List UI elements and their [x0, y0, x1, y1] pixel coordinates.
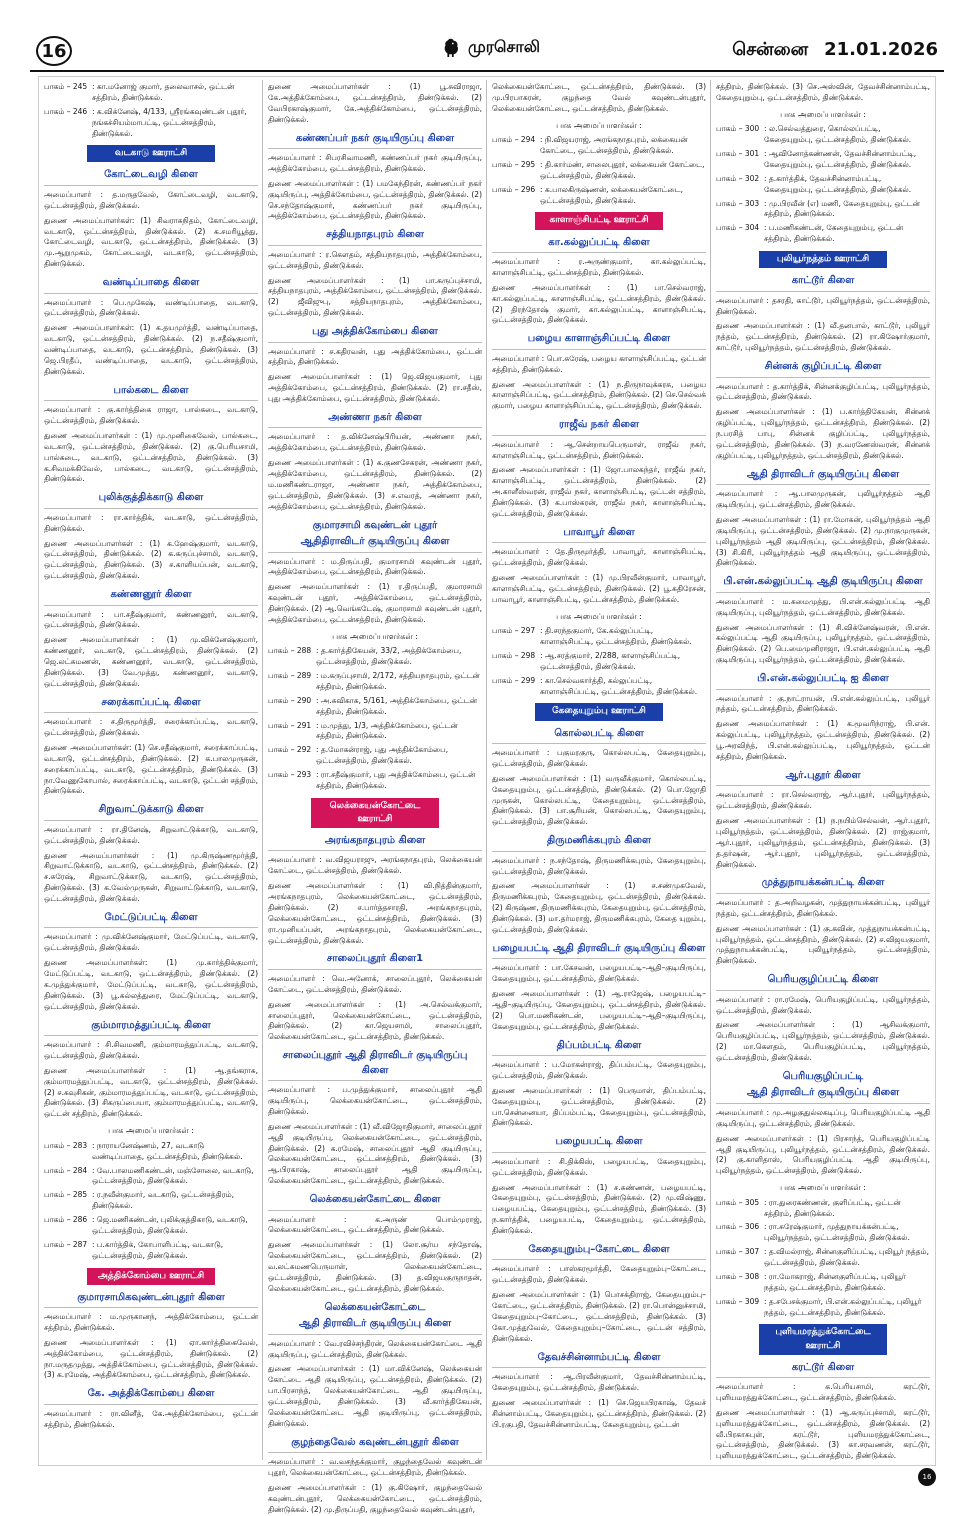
booth-number: பாகம் – 289: [268, 671, 312, 681]
booth-row: [716, 124, 930, 146]
branch-heading: திருமணிக்கபுரம் கிளை: [492, 834, 706, 852]
booth-agent: : ப.கார்த்திக், கோபாளிபட்டி, வடகாடு, ஒட்டன்சத்திரம், திண்டுக்கல்.: [92, 1239, 224, 1260]
footer-page-number: 16: [918, 1468, 936, 1486]
issue-date: 21.01.2026: [824, 39, 938, 60]
organizer-text: அமைப்பாளர் : வ.வசந்தக்குமார், குழந்தைவேல் கவுண்டன் புதூர், லெக்கையன்கோட்டை, ஒட்டன்சத்திரம், திண்டுக்கல்.: [268, 1457, 482, 1478]
booth-row: [716, 223, 930, 245]
branch-heading: கொல்லபட்டி கிளை: [492, 727, 706, 745]
branch-heading: லெக்கையன்கோட்டை: [324, 1301, 426, 1313]
deputy-organizers-text: துணை அமைப்பாளர்கள் : (1) ச.சண்முகவேல், திருமணிக்கபுரம், கேதையுறும்பு, ஒட்டன்சத்திரம், திண்டுக்கல். (2) கிருஷ்ண, திருமணிக்கபுரம், கேதையுறும்பு, ஒட்டன்சத்திரம், திண்டுக்கல். (3) மா.தர்மராஜ், திருமணிக்கபுரம், கேதை யுறும்பு, ஒட்டன்சத்திரம், திண்டுக்கல்.: [492, 881, 706, 934]
organizer-text: அமைப்பாளர் : ம.சுமைமுத்து, பி.என்.கல்லுப்பட்டி ஆதி குடியிருப்பு, புலியூர்நத்தம், ஒட்டன்சத்திரம், திண்டுக்கல்.: [716, 596, 930, 617]
organizer-text: அமைப்பாளர் : சி.திக்கிஸ், பழையபட்டி, கேதையுறும்பு, ஒட்டன்சத்திரம், திண்டுக்கல்.: [492, 1156, 706, 1177]
booth-number: பாகம் – 290: [268, 695, 312, 705]
column-divider: [486, 80, 487, 1460]
panchayat-banner: அத்திக்கோம்பை ஊராட்சி: [87, 1268, 215, 1285]
deputy-organizers-text: துணை அமைப்பாளர்கள் : (1) கு.கவின், முத்துநாயக்கன்பட்டி, புலியூர்நத்தம், ஒட்டன்சத்திரம், திண்டுக்கல். (2) ச.விஜயகுமார், முத்துநாயக்கன்பட்டி, புலியூர்நத்தம், ஒட்டன்சத்திரம், திண்டுக்கல்.: [716, 923, 930, 966]
branch-heading: கே. அத்திக்கோம்பை கிளை: [44, 1387, 258, 1405]
deputy-organizers-text: துணை அமைப்பாளர்கள்: (1) க.தயமுர்த்தி, வண்டிப்பாதை, வடகாடு, ஒட்டன்சத்திரம், திண்டுக்கல். (2) ந.சதீஷ்குமார், வண்டிப்பாதை, வடகாடு, ஒட்டன்சத்திரம், திண்டுக்கல். (3) ஜெ.பிரதீப், வண்டிப்பாதை, வடகாடு, ஒட்டன்சத்திரம், திண்டுக்கல்.: [44, 323, 258, 376]
booth-number: பாகம் – 293: [268, 770, 312, 780]
booth-row: [492, 185, 706, 207]
deputy-organizers-text: துணை அமைப்பாளர்கள் : (1) மு.விக்னேஷ்குமார், கண்ணனூர், வடகாடு, ஒட்டன்சத்திரம், திண்டுக்கல். (2) ஜெ.லட்சுமணன், கண்ணனூர், வடகாடு, ஒட்டன்சத்திரம், திண்டுக்கல். (3) வே.முத்து, கண்ணனூர், வடகாடு, ஒட்டன்சத்திரம், திண்டுக்கல்.: [44, 635, 258, 688]
booth-row: [492, 676, 706, 698]
deputy-organizers-text: துணை அமைப்பாளர்கள் : (1) வி.நித்தின்குமார், அரங்கநாதபுரம், லெக்கையன்கோட்டை, ஒட்டன்சத்திரம், திண்டுக்கல். (2) ச.பார்த்தசாரதி, அரங்கநாதபுரம், லெக்கையன்கோட்டை, ஒட்டன்சத்திரம், திண்டுக்கல். (3) ரா.முனியப்பன், அரங்கநாதபுரம், லெக்கையன்கோட்டை, ஒட்டன்சத்திரம், திண்டுக்கல்.: [268, 881, 482, 945]
booth-row: [44, 82, 258, 104]
booth-agent: : கா.செல்வகார்த்தி, கல்லுப்பட்டி, காளாஞ்சிப்பட்டி, ஒட்டன்சத்திரம், திண்டுக்கல்.: [540, 675, 698, 696]
deputy-organizers-text: துணை அமைப்பாளர்கள் : (1) மு.முனிகைவேல், பால்கடை, வடகாடு, ஒட்டன்சத்திரம், திண்டுக்கல். (2) கு.பெரியசாமி, பால்கடை, வடகாடு, ஒட்டன்சத்திரம், திண்டுக்கல். (3) க.சிவமக்கிவேல், பால்கடை, வடகாடு, ஒட்டன்சத்திரம், திண்டுக்கல்.: [44, 430, 258, 484]
booth-agents-heading: பாக அமைப்பாளர்கள் :: [556, 611, 642, 621]
booth-number: பாகம் – 299: [492, 675, 536, 685]
booth-row: [716, 1247, 930, 1269]
deputy-organizers-text: துணை அமைப்பாளர்கள் : (1) ஆ.தங்கராசு, கும்மாரமத்துப்பட்டி, வடகாடு, ஒட்டன்சத்திரம், திண்டுக்கல். (2) ச.கவுசிகன், கும்மாரமத்துப்பட்டி, வடகாடு, ஒட்டன்சத்திரம், திண்டுக்கல். (3) சிகருப்பையா, கும்மாரமத்துப்பட்டி, வடகாடு, ஒட்டன் சத்திரம், திண்டுக்கல்.: [44, 1065, 258, 1119]
deputy-organizers-text: துணை அமைப்பாளர்கள் : (1) ஜெ.விஜயகுமார், புது அத்திக்கோம்பை, ஒட்டன்சத்திரம், திண்டுக்கல். (2) ரா.சதீஸ், புது அத்திக்கோம்பை, ஒட்டன்சத்திரம், திண்டுக்கல்.: [268, 372, 482, 403]
deputy-organizers-text: துணை அமைப்பாளர்கள் : (1) பூ.சுவிராஜா, கே.அத்திக்கோம்பை, ஒட்டன்சத்திரம், திண்டுக்கல். (2) வேபிரகாஷ்குமார், கே.அத்திக்கோம்பை, ஒட்டன்சத்திரம், திண்டுக்கல்.: [268, 82, 482, 124]
booth-row: [716, 149, 930, 171]
branch-heading: ஆதி திராவிடர் குடியிருப்பு கிளை: [268, 1317, 482, 1335]
column-2: [268, 82, 483, 1514]
booth-row: [44, 1166, 258, 1188]
deputy-organizers-text: துணை அமைப்பாளர்கள் : (1) ஆ.ராஜேஷ், பழையபட்டி–ஆதி–குடியிருப்பு, கேதையுறும்பு, ஒட்டன்சத்திரம், திண்டுக்கல். (2) பொ.மணிகண்டன், பழையபட்டி–ஆதி–குடியிருப்பு, கேதையுறும்பு, ஒட்டன்சத்திரம், திண்டுக்கல்.: [492, 989, 706, 1031]
organizer-text: அமைப்பாளர் : கு.கார்த்திகை ராஜா, பால்கடை, வடகாடு, ஒட்டன்சத்திரம், திண்டுக்கல்.: [44, 405, 258, 426]
deputy-organizers-text: துணை அமைப்பாளர்கள் : (1) ஜோ.பாலகந்தர், ராஜீவ் நகர், காளாஞ்சிபட்டி, ஒட்டன்சத்திரம், திண்டுக்கல். (2) அ.காளீஸ்வரன், ராஜீவ் நகர், காளாஞ்சிபட்டி, ஒட்டன் சத்திரம், திண்டுக்கல். (3) க.பாஸ்கரன், ராஜீவ் நகர், காளாஞ்சிபட்டி, ஒட்டன்சத்திரம், திண்டுக்கல்.: [492, 465, 706, 518]
booth-row: [268, 745, 482, 767]
booth-agents-heading: பாக அமைப்பாளர்கள் :: [332, 631, 418, 641]
deputy-organizers-text: துணை அமைப்பாளர்கள் : (1) ஆ.கருப்புச்சாமி, கரட்டூர், புளியமரத்துக்கோட்டை, ஒட்டன்சத்திரம், திண்டுக்கல். (2) வீ.பிரகாசுபுள், கரட்டூர், புளியமரத்துக்கோட்டை, ஒட்டன்சத்திரம், திண்டுக்கல். (3) கா.சரவணன், கரட்டூர், புளியமரத்துக்கோட்டை, ஒட்டன்சத்திரம், திண்டுக்கல்.: [716, 1407, 930, 1461]
booth-row: [716, 1222, 930, 1244]
booth-agent: : ம.முத்து, 1/3, அத்திக்கோம்பை, ஒட்டன் சத்திரம், திண்டுக்கல்.: [316, 720, 458, 741]
branch-heading: காட்டூர் கிளை: [716, 274, 930, 292]
booth-number: பாகம் – 294: [492, 135, 536, 145]
booth-agent: : ரா.துரைகண்ணன், குளிப்பட்டி, ஒட்டன் சத்திரம், திண்டுக்கல்.: [764, 1197, 901, 1218]
booth-number: பாகம் – 286: [44, 1215, 88, 1225]
organizer-text: அமைப்பாளர் : ம.முருகானந், அத்திக்கோம்பை, ஒட்டன் சத்திரம், திண்டுக்கல்.: [44, 1312, 258, 1332]
organizer-text: அமைப்பாளர் : பெ.முகேஷ், வண்டிப்பாதை, வடகாடு, ஒட்டன்சத்திரம், திண்டுக்கல்.: [44, 297, 258, 318]
branch-heading: சிறுவாட்டுக்காடு கிளை: [44, 803, 258, 821]
booth-row: [44, 1240, 258, 1262]
booth-agent: : தி.கார்மண், சாலைபுதூர், லக்கையன் கோட்டை, ஒட்டன்சத்திரம், திண்டுக்கல்.: [540, 159, 705, 180]
organizer-text: அமைப்பாளர் : பா.கேசவன், பழையபட்டி–ஆதி–குடியிருப்பு, கேதையுறும்பு, ஒட்டன்சத்திரம், திண்டுக்கல்.: [492, 963, 706, 984]
column-3: [492, 82, 706, 1460]
booth-number: பாகம் – 284: [44, 1165, 88, 1175]
branch-heading: கண்ணனூர் கிளை: [44, 588, 258, 606]
organizer-text: அமைப்பாளர் : பா.சதீஷ்குமார், கண்ணனூர், வடகாடு, ஒட்டன்சத்திரம், திண்டுக்கல்.: [44, 609, 258, 630]
branch-heading: சின்னக் குழிப்பட்டி கிளை: [716, 360, 930, 378]
branch-heading: தேவச்சின்னாம்பட்டி கிளை: [492, 1351, 706, 1369]
branch-heading: குமாரசாமிகவுண்டன்புதூர் கிளை: [44, 1291, 258, 1309]
booth-agent: : க.பாலகிருஷ்ணன், லக்கையன்கோட்டை, ஒட்டன்சத்திரம், திண்டுக்கல்.: [540, 184, 683, 205]
branch-heading: சரைக்காப்பட்டி கிளை: [44, 696, 258, 714]
booth-agent: : நாராயனேஷ்ணம், 27, வடகாடு வண்டிப்பாதை, ஒட்டன்சத்திரம், திண்டுக்கல்.: [92, 1140, 243, 1161]
organizer-text: அமைப்பாளர் : ச.திருமூர்த்தி, சரைக்காப்பட்டி, வடகாடு, ஒட்டன்சத்திரம், திண்டுக்கல்.: [44, 717, 258, 738]
booth-number: பாகம் – 292: [268, 745, 312, 755]
booth-row: [44, 1141, 258, 1163]
booth-agent: : ஜெ.மணிகண்டன், புலிக்குத்திகாடு, வடகாடு, ஒட்டன்சத்திரம், திண்டுக்கல்.: [92, 1215, 248, 1235]
booth-row: [44, 107, 258, 140]
branch-heading: பெரியகுழிப்பட்டி: [782, 1070, 864, 1082]
rooster-logo-icon: [442, 38, 460, 58]
organizer-text: அமைப்பாளர் : ச.கதிரவன், புது அத்திக்கோம்பை, ஒட்டன் சத்திரம், திண்டுக்கல்.: [268, 346, 482, 367]
booth-number: பாகம் – 287: [44, 1239, 88, 1249]
deputy-organizers-text: லெக்கையன்கோட்டை, ஒட்டன்சத்திரம், திண்டுக்கல். (3) மு.பிரபாகரன், குழந்தை வேல் கவுண்டன்புதூர், லெக்கையன்கோட்டை, ஒட்டன்சத்திரம், திண்டுக்கல்.: [492, 82, 706, 113]
branch-heading: அண்ணா நகர் கிளை: [268, 411, 482, 429]
booth-agents-heading: பாக அமைப்பாளர்கள் :: [780, 109, 866, 119]
booth-number: பாகம் – 285: [44, 1190, 88, 1200]
branch-heading: லெக்கையன்கோட்டை கிளை: [268, 1193, 482, 1211]
deputy-organizers-text: துணை அமைப்பாளர்கள்: (1) செ.சதீஷ்குமார், சரைக்காப்பட்டி, வடகாடு, ஒட்டன்சத்திரம், திண்டுக்கல். (2) க.பாலமுருகன், சரைக்காப்பட்டி, வடகாடு, ஒட்டன்சத்திரம், திண்டுக்கல். (3) நா.வேணுகோபால், சரைக்காப்பட்டி, வடகாடு, ஒட்டன் சத்திரம், திண்டுக்கல்.: [44, 742, 258, 796]
booth-agent: : நி.விஜயராஜ், அரங்கநாதபுரம், லக்கையன் கோட்டை, ஒட்டன்சத்திரம், திண்டுக்கல்.: [540, 135, 688, 156]
booth-row: [268, 721, 482, 743]
booth-agent: : த.மோகன்ராஜ், புது அத்திக்கோம்பை, ஒட்டன்சத்திரம், திண்டுக்கல்.: [316, 745, 449, 766]
deputy-organizers-text: துணை அமைப்பாளர்கள் : (1) ஏா.கார்த்திகைவேல், அத்திக்கோம்பை, ஒட்டன்சத்திரம், திண்டுக்கல். (2) நா.மருதமுத்து, அத்திக்கோம்பை, ஒட்டன்சத்திரம், திண்டுக்கல். (3) க.ரமேஷ், அத்திக்கோம்பை, ஒட்டன்சத்திரம், திண்டுக்கல்.: [44, 1337, 258, 1380]
column-1: [44, 82, 258, 1460]
masthead: [442, 37, 540, 58]
booth-agent: : த.விமல்ராஜ், சின்னகுளிப்பட்டி, புலியூர் நத்தம், ஒட்டன்சத்திரம், திண்டுக்கல்.: [764, 1247, 929, 1268]
organizer-text: அமைப்பாளர் : ப.முத்துக்குமார், சாலைப்புதூர் ஆதி குடியிருப்பு, லெக்கையன்கோட்டை, ஒட்டன்சத்திரம், திண்டுக்கல்.: [268, 1085, 482, 1116]
deputy-organizers-text: துணை அமைப்பாளர்கள் : (1) ச.சுண்ணன், பழையபட்டி, கேதையுறும்பு, ஒட்டன்சத்திரம், திண்டுக்கல். (2) மு.விஷ்ணு, பழையபட்டி, கேதையுறும்பு, ஒட்டன்சத்திரம், திண்டுக்கல். (3) ந.கார்த்திக், பழையபட்டி, கேதையுறும்பு, ஒட்டன்சத்திரம், திண்டுக்கல்.: [492, 1182, 706, 1236]
organizer-text: அமைப்பாளர் : ரா.செல்வராஜ், ஆர்.புதூர், புலியூர்நத்தம், ஒட்டன்சத்திரம், திண்டுக்கல்.: [716, 790, 930, 811]
page-header: [30, 34, 942, 68]
booth-agent: : வே.பாலமணிகண்டன், மஞ்சோலை, வடகாடு, ஒட்டன்சத்திரம், திண்டுக்கல்.: [92, 1165, 254, 1186]
branch-heading: சாலைப்புதூர் ஆதி திராவிடர் குடியிருப்பு கிளை: [268, 1049, 482, 1081]
organizer-text: அமைப்பாளர் : ம.திருப்பதி, குமாரசாமி கவுண்டன் புதூர், அத்திக்கோம்பை, ஒட்டன்சத்திரம், திண்டுக்கல்.: [268, 556, 482, 577]
booth-row: [492, 651, 706, 673]
booth-number: பாகம் – 309: [716, 1296, 760, 1306]
organizer-text: அமைப்பாளர் : ரா.தினேஷ், சிறுவாட்டுக்காடு, வடகாடு, ஒட்டன்சத்திரம், திண்டுக்கல்.: [44, 824, 258, 845]
booth-agents-heading: பாக அமைப்பாளர்கள் :: [780, 1183, 866, 1193]
deputy-organizers-text: துணை அமைப்பாளர்கள் : (1) மு.கிருஷ்ணமூர்த்தி, சிறுவாட்டுக்காடு, வடகாடு, ஒட்டன்சத்திரம், திண்டுக்கல். (2) ச.சுரேஷ், சிறுவாட்டுக்காடு, வடகாடு, ஒட்டன்சத்திரம், திண்டுக்கல். (3) க.வேல்முருகன், சிறுவாட்டுக்காடு, வடகாடு, ஒட்டன்சத்திரம், திண்டுக்கல்.: [44, 850, 258, 904]
organizer-text: அமைப்பாளர் : ரா.கார்த்திக், வடகாடு, ஒட்டன்சத்திரம், திண்டுக்கல்.: [44, 512, 258, 533]
booth-number: பாகம் – 291: [268, 720, 312, 730]
deputy-organizers-text: துணை அமைப்பாளர்கள் : (1) க.ஹேஷ்குமார், வடகாடு, ஒட்டன்சத்திரம், திண்டுக்கல். (2) க.கருப்புச்சாமி, வடகாடு, ஒட்டன்சத்திரம், திண்டுக்கல். (3) ச.காளியப்பன், வடகாடு, ஒட்டன்சத்திரம், திண்டுக்கல்.: [44, 538, 258, 581]
branch-heading: பெரியகுழிப்பட்டி கிளை: [716, 973, 930, 991]
branch-heading: புலிக்குத்திக்காடு கிளை: [44, 491, 258, 509]
branch-heading: ஆதி திராவிடர் குடியிருப்பு கிளை: [716, 468, 930, 486]
deputy-organizers-text: துணை அமைப்பாளர்கள் : (1) சி.விக்னேஷ்வரன், பி.என். கல்லுப்பட்டி ஆதி குடியிருப்பு, புலியூர்நத்தம், ஒட்டன்சத்திரம், திண்டுக்கல். (2) பெ.மைமுனிராஜா, பி.என்.கல்லுப்பட்டி ஆதி குடியிருப்பு, புலியூர்நத்தம், ஒட்டன்சத்திரம், திண்டுக்கல்.: [716, 622, 930, 665]
organizer-text: அமைப்பாளர் : ந.சந்தோஷ், திருமணிக்கபுரம், கேதையுறும்பு, ஒட்டன்சத்திரம், திண்டுக்கல்.: [492, 855, 706, 876]
branch-heading: முத்துநாயக்கன்பட்டி கிளை: [716, 876, 930, 894]
branch-heading: பி.என்.கல்லுப்பட்டி ஆதி குடியிருப்பு கிளை: [716, 575, 930, 593]
masthead-title: முரசொலி: [468, 37, 540, 56]
branch-heading: சாலைப்புதூர் கிளை1: [268, 952, 482, 970]
branch-heading: ஆதிதிராவிடர் குடியிருப்பு கிளை: [268, 535, 482, 553]
branch-heading: குழந்தைவேல் கவுண்டன்புதூர் கிளை: [268, 1436, 482, 1454]
booth-row: [44, 1215, 258, 1237]
deputy-organizers-text: துணை அமைப்பாளர்கள் : (1) பா.செல்வராஜ், கா.கல்லுப்பட்டி, காளாஞ்சிபட்டி, ஒட்டன்சத்திரம், திண்டுக்கல். (2) திரந்தோஷ் குமார், கா.கல்லுப்பட்டி, காளாஞ்சிபட்டி, ஒட்டன்சத்திரம், திண்டுக்கல்.: [492, 282, 706, 325]
booth-agent: : ர.நவீன்குமார், வடகாடு, ஒட்டன்சத்திரம், திண்டுக்கல்.: [92, 1190, 234, 1211]
deputy-organizers-text: துணை அமைப்பாளர்கள் : (1) பா.கருப்புச்சாமி, சத்தியநாதபுரம், அத்திக்கோம்பை, ஒட்டன்சத்திரம், திண்டுக்கல். (2) ஜீவிஜுபு, சத்தியநாதபுரம், அத்திக்கோம்பை, ஒட்டன்சத்திரம், திண்டுக்கல்.: [268, 275, 482, 318]
branch-heading: புது அத்திக்கோம்பை கிளை: [268, 325, 482, 343]
organizer-text: அமைப்பாளர் : தே.திருமூர்த்தி, பாவாபூர், காளாஞ்சிபட்டி, ஒட்டன்சத்திரம், திண்டுக்கல்.: [492, 547, 706, 568]
deputy-organizers-text: துணை அமைப்பாளர்கள் : (1) வீ.தனபால், காட்டூர், புலியூர் நத்தம், ஒட்டன்சத்திரம், திண்டுக்கல். (2) ரா.கிஷோர்குமார், காட்டூர், புலியூர்நத்தம், ஒட்டன்சத்திரம், திண்டுக்கல்.: [716, 321, 930, 353]
branch-heading: சத்தியநாதபுரம் கிளை: [268, 228, 482, 246]
organizer-text: அமைப்பாளர் : த.மருதவேல், கோட்டைவழி, வடகாடு, ஒட்டன்சத்திரம், திண்டுக்கல்.: [44, 189, 258, 210]
branch-heading: கேதையுறும்பு–கோட்டை கிளை: [492, 1243, 706, 1261]
booth-number: பாகம் – 296: [492, 184, 536, 194]
booth-row: [716, 174, 930, 196]
organizer-text: அமைப்பாளர் : த.கார்த்திக், சின்னக்குழிப்பட்டி, புலியூர்நத்தம், ஒட்டன்சத்திரம், திண்டுக்கல்.: [716, 381, 930, 402]
organizer-text: அமைப்பாளர் : மு.விக்னேஷ்குமார், மேட்டுப்பட்டி, வடகாடு, ஒட்டன்சத்திரம், திண்டுக்கல்.: [44, 932, 258, 953]
organizer-text: அமைப்பாளர் : ர.அருண்குமார், கா.கல்லுப்பட்டி, காளாஞ்சிபட்டி, ஒட்டன்சத்திரம், திண்டுக்கல்.: [492, 257, 706, 277]
organizer-text: அமைப்பாளர் : க.அருண் பொம்முராஜ், லெக்கையன்கோட்டை, ஒட்டன்சத்திரம், திண்டுக்கல்.: [268, 1214, 482, 1235]
organizer-text: அமைப்பாளர் : சி.சிவமணி, கும்மாரமத்துப்பட்டி, வடகாடு, ஒட்டன்சத்திரம், திண்டுக்கல்.: [44, 1040, 258, 1060]
branch-heading: கண்ணப்பர் நகர் குடியிருப்பு கிளை: [268, 132, 482, 150]
organizer-text: அமைப்பாளர் : பாஸ்கரமூர்த்தி, கேதையுறும்பு–கோட்டை, ஒட்டன்சத்திரம், திண்டுக்கல்.: [492, 1264, 706, 1285]
branch-heading: குமாரசாமி கவுண்டன் புதூர்: [312, 519, 438, 531]
organizer-text: அமைப்பாளர் : மு.அழகுதுல்லசுடிப்பு, பெரியகுழிப்பட்டி ஆதி குடியிருப்பு, ஒட்டன்சத்திரம், திண்டுக்கல்.: [716, 1107, 930, 1128]
branch-heading: கா.கல்லுப்பட்டி கிளை: [492, 236, 706, 254]
deputy-organizers-text: துணை அமைப்பாளர்கள் : (1) பிரசாந்த், பெரியகுழிப்பட்டி ஆதி குடியிருப்பு, புலியூர்நத்தம், ஒட்டன்சத்திரம், திண்டுக்கல். (2) கு.காளிதாஸ், பெரியகுழிப்பட்டி ஆதி குடியிருப்பு, புலியூர்நத்தம், ஒட்டன்சத்திரம், திண்டுக்கல்.: [716, 1133, 930, 1176]
deputy-organizers-text: துணை அமைப்பாளர்கள் : (1) ர.திருப்பதி, குமாரசாமி கவுண்டன் புதூர், அத்திக்கோம்பை, ஒட்டன்சத்திரம், திண்டுக்கல். (2) ஆ.வெங்கடேஷ், குமாரசாமி கவுண்டன் புதூர், அத்திக்கோம்பை, ஒட்டன்சத்திரம், திண்டுக்கல்.: [268, 582, 482, 624]
deputy-organizers-text: துணை அமைப்பாளர்கள் : (1) கு.கிஷோர், குழந்தைவேல் கவுண்டன்புதூர், லெக்கையன்கோட்டை, ஒட்டன்சத்திரம், திண்டுக்கல். (2) மு.திருப்பதி, குழந்தைவேல் கவுண்டன்புதூர்,: [268, 1482, 482, 1514]
header-rule: [30, 70, 944, 72]
column-4: [716, 82, 930, 1460]
branch-heading: ஆதி திராவிடர் குடியிருப்பு கிளை: [716, 1086, 930, 1104]
booth-row: [44, 1190, 258, 1212]
booth-agent: : கா.மனோஜ் குமார், தலைவாசல், ஒட்டன் சத்திரம், திண்டுக்கல்.: [92, 82, 235, 102]
deputy-organizers-text: துணை அமைப்பாளர்கள் : (1) லோ.சூர்ய சந்தோஷ், லெக்கையன்கோட்டை, ஒட்டன்சத்திரம், திண்டுக்கல். (2) வ.லட்சுமணபெருமாள், லெக்கையன்கோட்டை, ஒட்டன்சத்திரம், திண்டுக்கல். (3) த.விஜயகுருநாதன், லெக்கையன்கோட்டை, ஒட்டன்சத்திரம், திண்டுக்கல்.: [268, 1240, 482, 1293]
deputy-organizers-text: துணை அமைப்பாளர்கள் : (1) க.குணசேகரன், அண்ணா நகர், அத்திக்கோம்பை, ஒட்டன்சத்திரம், திண்டுக்கல். (2) ம.மணிகண்டராஜா, அண்ணா நகர், அத்திக்கோம்பை, ஒட்டன்சத்திரம், திண்டுக்கல். (3) ச.எவரத், அண்ணா நகர், அத்திக்கோம்பை, ஒட்டன்சத்திரம், திண்டுக்கல்.: [268, 458, 482, 511]
panchayat-banner: வடகாடு ஊராட்சி: [87, 145, 215, 162]
panchayat-banner: லெக்கையன்கோட்டை ஊராட்சி: [311, 798, 439, 828]
booth-agent: : ஆ.சரத்குமார், 2/288, காளாஞ்சிப்பட்டி, ஒட்டன்சத்திரம், திண்டுக்கல்.: [540, 650, 681, 671]
booth-number: பாகம் – 300: [716, 124, 760, 134]
booth-agent: : ரா.மோகராஜ், சின்னகுளிப்பட்டி, புலியூர் நத்தம், ஒட்டன்சத்திரம், திண்டுக்கல்.: [764, 1271, 906, 1292]
organizer-text: அமைப்பாளர் : வே.ரவிச்சந்திரன், லெக்கையன்கோட்டை ஆதி குடியிருப்பு, ஒட்டன்சத்திரம், திண்டுக்கல்.: [268, 1338, 482, 1359]
booth-number: பாகம் – 305: [716, 1197, 760, 1207]
panchayat-banner: புலியூர்நத்தம் ஊராட்சி: [759, 251, 887, 268]
deputy-organizers-text: துணை அமைப்பாளர்கள் : (1) வருவீக்குமார், கொல்லபட்டி, கேதையுறும்பு, ஒட்டன்சத்திரம், திண்டுக்கல். (2) பொ.ஜோதி முருகன், கொல்லபட்டி, கேதையுறும்பு, ஒட்டன்சத்திரம், திண்டுக்கல். (3) பா.சூரியன், கொல்லபட்டி, கேதையுறும்பு, ஒட்டன்சத்திரம், திண்டுக்கல்.: [492, 773, 706, 827]
branch-heading: ராஜீவ் நகர் கிளை: [492, 418, 706, 436]
branch-heading: வண்டிப்பாதை கிளை: [44, 276, 258, 294]
deputy-organizers-text: துணை அமைப்பாளர்கள்: (1) சிவராசுநிதம், கோட்டைவழி, வடகாடு, ஒட்டன்சத்திரம், திண்டுக்கல். (2) க.சமரியூத்து, கோட்டைவழி, வடகாடு, ஒட்டன்சத்திரம், திண்டுக்கல். (3) மு.ஆறுமுகம், கோட்டைவழி, வடகாடு, ஒட்டன்சத்திரம், திண்டுக்கல்.: [44, 215, 258, 269]
booth-row: [716, 1297, 930, 1319]
column-divider: [710, 80, 711, 1460]
organizer-text: அமைப்பாளர் : கு.நாட்ராயன், பி.என்.கல்லுப்பட்டி, புலியூர் நத்தம், ஒட்டன்சத்திரம், திண்டுக்கல்.: [716, 693, 930, 714]
organizer-text: அமைப்பாளர் : ர.கௌதம், சத்தியநாதபுரம், அத்திக்கோம்பை, ஒட்டன்சத்திரம், திண்டுக்கல்.: [268, 249, 482, 270]
booth-row: [492, 626, 706, 648]
branch-heading: அரங்கநாதபுரம் கிளை: [268, 834, 482, 852]
branch-heading: பால்கடை கிளை: [44, 384, 258, 402]
deputy-organizers-text: துணை அமைப்பாளர்கள் : (1) அ.செல்வக்குமார், சாலைப்புதூர், லெக்கையன்கோட்டை, ஒட்டன்சத்திரம், திண்டுக்கல். (2) கா.ஜெயசாமி, சாலைப்புதூர், லெக்கையன்கோட்டை, ஒட்டன்சத்திரம், திண்டுக்கல்.: [268, 999, 482, 1042]
deputy-organizers-text: துணை அமைப்பாளர்கள் : (1) பொசக்திராஜ், கேதையுறும்பு–கோட்டை, ஒட்டன்சத்திரம், திண்டுக்கல். (2) ரா.பொன்னுச்சாமி, கேதையுறும்பு–கோட்டை, ஒட்டன்சத்திரம், திண்டுக்கல். (3) கோ.முத்துவேல், கேதையுறும்பு–கோட்டை, ஒட்டன் சத்திரம், திண்டுக்கல்.: [492, 1290, 706, 1343]
booth-agent: : க.விக்னேஷ், 4/133, ஸ்ரீரங்கவுண்டன் புதூர், நங்கச்சியம்மாபட்டி, ஒட்டன்சத்திரம், திண்டுக்கல்.: [92, 106, 247, 138]
booth-number: பாகம் – 302: [716, 173, 760, 183]
organizer-text: அமைப்பாளர் : ரா.ரமேஷ், பெரியகுழிப்பட்டி, புலியூர்நத்தம், ஒட்டன்சத்திரம், திண்டுக்கல்.: [716, 994, 930, 1015]
organizer-text: அமைப்பாளர் : வெ.அனோக், சாலைப்புதூர், லெக்கையன் கோட்டை, ஒட்டன்சத்திரம், திண்டுக்கல்.: [268, 973, 482, 994]
branch-heading: பழைய காளாஞ்சிப்பட்டி கிளை: [492, 332, 706, 350]
organizer-text: அமைப்பாளர் : ஆ.சென்றாயபெருமாள், ராஜீவ் நகர், காளாஞ்சிபட்டி, ஒட்டன்சத்திரம், திண்டுக்கல்.: [492, 439, 706, 460]
booth-agent: : த.கார்த்திக், தேவச்சின்னாம்பட்டி, கேதையுறும்பு, ஒட்டன்சத்திரம், திண்டுக்கல்.: [764, 173, 912, 194]
deputy-organizers-text: துணை அமைப்பாளர்கள் : (1) மு.பிரவீன்குமார், பாவாபூர், காளாஞ்சிபட்டி, ஒட்டன்சத்திரம், திண்டுக்கல். (2) பூ.சுதிரேசன், பாவாபூர், காளாஞ்சிபட்டி, ஒட்டன்சத்திரம், திண்டுக்கல்.: [492, 573, 706, 604]
booth-number: பாகம் – 246: [44, 106, 88, 116]
branch-heading: பி.என்.கல்லுப்பட்டி ஐ கிளை: [716, 672, 930, 690]
branch-heading: திப்பம்பட்டி கிளை: [492, 1039, 706, 1057]
booth-agent: : தி.சரந்தகுமார், கே.கல்லுப்பட்டி, காளாஞ்சிபட்டி, ஒட்டன்சத்திரம், திண்டுக்கல்.: [540, 626, 692, 647]
branch-heading: கும்மாரமத்துப்பட்டி கிளை: [44, 1019, 258, 1037]
booth-row: [268, 696, 482, 718]
panchayat-banner: காளாஞ்சிபட்டி ஊராட்சி: [535, 212, 663, 229]
booth-row: [716, 1198, 930, 1220]
organizer-text: அமைப்பாளர் : தசரதி, காட்டூர், புலியூர்நத்தம், ஒட்டன்சத்திரம், திண்டுக்கல்.: [716, 295, 930, 316]
branch-heading: மேட்டுப்பட்டி கிளை: [44, 911, 258, 929]
organizer-text: அமைப்பாளர் : பகுமரகுரு, கொல்லபட்டி, கேதையுறும்பு, ஒட்டன்சத்திரம், திண்டுக்கல்.: [492, 748, 706, 768]
panchayat-banner: கேதையுறும்பு ஊராட்சி: [535, 703, 663, 720]
booth-agent: : ரா.சதீஷ்குமார், புது அத்திக்கோம்பை, ஒட்டன் சத்திரம், திண்டுக்கல்.: [316, 770, 476, 790]
deputy-organizers-text: துணை அமைப்பாளர்கள் : (1) செ.ஜெயபிரகாஷ், தேவச் சின்னாம்பட்டி, கேதையுறும்பு, ஒட்டன்சத்திரம், திண்டுக்கல். (2) பி.ரகுபதி, தேவச்சின்னாம்பட்டி, கேதையுறும்பு, ஒட்டன்: [492, 1397, 706, 1429]
booth-number: பாகம் – 306: [716, 1222, 760, 1232]
booth-row: [268, 646, 482, 668]
deputy-organizers-text: துணை அமைப்பாளர்கள் : (1) பமகேந்திரன், கண்ணப்பர் நகர் குடியிருப்பு, அத்திக்கோம்பை, ஒட்டன்சத்திரம், திண்டுக்கல். (2) செ.சந்தோஷ்குமார், கண்ணப்பர் நகர் குடியிருப்பு, அத்திக்கோம்பை, ஒட்டன்சத்திரம், திண்டுக்கல்.: [268, 178, 482, 221]
organizer-text: அமைப்பாளர் : ரா.வினீத், கே.அத்திக்கோம்பை, ஒட்டன் சத்திரம், திண்டுக்கல்.: [44, 1408, 258, 1429]
deputy-organizers-text: துணை அமைப்பாளர்கள் : (1) மா.விக்னேஷ், லெக்கையன் கோட்டை ஆதி குடியிருப்பு, ஒட்டன்சத்திரம், திண்டுக்கல். (2) பா.பிரசாந்த், லெக்கையன்கோட்டை ஆதி குடியிருப்பு, ஒட்டன்சத்திரம், திண்டுக்கல். (3) வீ.கார்த்திகேயன், லெக்கையன்கோட்டை ஆதி குடியிருப்பு, ஒட்டன்சத்திரம், திண்டுக்கல்.: [268, 1364, 482, 1428]
booth-agent: : ல.செல்வத்துரை, கொல்லப்பட்டி, கேதையுறும்பு, ஒட்டன்சத்திரம், திண்டுக்கல்.: [764, 124, 912, 145]
booth-agent: : ம.கருப்புசாமி, 2/172, சத்தியநாதபுரம், ஒட்டன் சத்திரம், திண்டுக்கல்.: [316, 671, 480, 691]
deputy-organizers-text: துணை அமைப்பாளர்கள் : (1) பெருமாள், திப்பம்பட்டி, கேதையுறும்பு, ஒட்டன்சத்திரம், திண்டுக்கல். (2) பா.சென்னையா, திப்பம்பட்டி, கேதையுறும்பு, ஒட்டன்சத்திரம், திண்டுக்கல்.: [492, 1085, 706, 1128]
organizer-text: அமைப்பாளர் : ப.மோகன்ராஜ், திப்பம்பட்டி, கேதையுறும்பு, ஒட்டன்சத்திரம், திண்டுக்கல்.: [492, 1060, 706, 1080]
booth-agent: : அ.சுவிகாசு, 5/161, அத்திக்கோம்பை, ஒட்டன் சத்திரம், திண்டுக்கல்.: [316, 695, 477, 716]
booth-agents-heading: பாக அமைப்பாளர்கள் :: [108, 1126, 194, 1136]
deputy-organizers-text: துணை அமைப்பாளர்கள் : (1) ஆசிவக்குமார், பெரியகுழிப்பட்டி, புலியூர்நத்தம், ஒட்டன்சத்திரம், திண்டுக்கல். (2) மா.கௌதம், பெரியகுழிப்பட்டி, புலியூர்நத்தம், ஒட்டன்சத்திரம், திண்டுக்கல்.: [716, 1020, 930, 1063]
deputy-organizers-text: சத்திரம், திண்டுக்கல். (3) செ.அஸ்வின், தேவச்சின்னாம்பட்டி, கேதையுறும்பு, ஒட்டன்சத்திரம், திண்டுக்கல்.: [716, 82, 930, 102]
branch-heading: பழையபட்டி ஆதி திராவிடர் குடியிருப்பு கிளை: [492, 942, 706, 960]
organizer-text: அமைப்பாளர் : சிபரசிவாமணி, கண்ணப்பர் நகர் குடியிருப்பு, அத்திக்கோம்பை, ஒட்டன்சத்திரம், திண்டுக்கல்.: [268, 153, 482, 173]
deputy-organizers-text: துணை அமைப்பாளர்கள்: (1) மு.கார்த்திக்குமார், மேட்டுப்பட்டி, வடகாடு, ஒட்டன்சத்திரம், திண்டுக்கல். (2) க.முத்துக்குமார், மேட்டுப்பட்டி, வடகாடு, ஒட்டன்சத்திரம், திண்டுக்கல். (3) பூ.சுல்லத்துரை, மேட்டுப்பட்டி, வடகாடு, ஒட்டன்சத்திரம், திண்டுக்கல்.: [44, 958, 258, 1011]
organizer-text: அமைப்பாளர் : ஆ.பிரவீன்குமார், தேவச்சின்னாம்பட்டி, கேதையுறும்பு, ஒட்டன்சத்திரம், திண்டுக்கல்.: [492, 1372, 706, 1392]
booth-number: பாகம் – 298: [492, 650, 536, 660]
branch-heading: ஆர்.புதூர் கிளை: [716, 769, 930, 787]
deputy-organizers-text: துணை அமைப்பாளர்கள் : (1) ப.கார்த்திகேயன், சின்னக் குழிப்பட்டி, புலியூர்நத்தம், ஒட்டன்சத்திரம், திண்டுக்கல். (2) ந.பரசித் பாபு, சின்னக் குழிப்பட்டி, புலியூர்நத்தம், ஒட்டன்சத்திரம், திண்டுக்கல். (3) ந.வரணேஸ்வரன், சின்னக் குழிப்பட்டி, புலியூர்நத்தம், ஒட்டன்சத்திரம், திண்டுக்கல்.: [716, 407, 930, 460]
organizer-text: அமைப்பாளர் : த.விக்னேஷ்பிரியன், அண்ணா நகர், அத்திக்கோம்பை, ஒட்டன்சத்திரம், திண்டுக்கல்.: [268, 432, 482, 453]
booth-row: [492, 135, 706, 157]
booth-row: [716, 1272, 930, 1294]
booth-number: பாகம் – 295: [492, 159, 536, 169]
page-number: 16: [36, 36, 72, 66]
booth-number: பாகம் – 308: [716, 1271, 760, 1281]
deputy-organizers-text: துணை அமைப்பாளர்கள் : (1) ந.நயிம்செல்வன், ஆர்.புதூர், புலியூர்நத்தம், ஒட்டன்சத்திரம், திண்டுக்கல். (2) ராஜ்குமார், ஆர்.புதூர், புலியூர்நத்தம், ஒட்டன்சத்திரம், திண்டுக்கல். (3) த.தர்ஷன், ஆர்.புதூர், புலியூர்நத்தம், ஒட்டன்சத்திரம், திண்டுக்கல்.: [716, 816, 930, 869]
booth-row: [268, 770, 482, 792]
organizer-text: அமைப்பாளர் : க.பெரியசாமி, கரட்டூர், புளியமரத்துக்கோட்டை, ஒட்டன்சத்திரம், திண்டுக்கல்.: [716, 1382, 930, 1402]
city-name: சென்னை: [732, 39, 809, 60]
organizer-text: அமைப்பாளர் : வ.விஜயராஜு, அரங்கநாதபுரம், லெக்கையன் கோட்டை, ஒட்டன்சத்திரம், திண்டுக்கல்.: [268, 855, 482, 876]
booth-number: பாகம் – 288: [268, 646, 312, 656]
booth-agent: : த.சபேசக்குமார், பி.என்.கல்லுப்பட்டி, புலியூர் நத்தம், ஒட்டன்சத்திரம், திண்டுக்கல்.: [764, 1296, 922, 1317]
booth-agent: : மு.பிரவீன் (எ) மணி, கேதையுறும்பு, ஒட்டன் சத்திரம், திண்டுக்கல்.: [764, 198, 920, 219]
deputy-organizers-text: துணை அமைப்பாளர்கள் : (1) ந.திருநாவுக்கரசு, பழைய காளாஞ்சிப்பட்டி, ஒட்டன்சத்திரம், திண்டுக்கல். (2) செ.செல்வக் குமார், பழைய காளாஞ்சிப்பட்டி, ஒட்டன்சத்திரம், திண்டுக்கல்.: [492, 379, 706, 411]
booth-number: பாகம் – 245: [44, 82, 88, 91]
branch-heading: கோட்டைவழி கிளை: [44, 168, 258, 186]
deputy-organizers-text: துணை அமைப்பாளர்கள் : (1) வீ.விஜோதிகுமார், சாலைப்புதூர் ஆதி குடியிருப்பு, லெக்கையன்கோட்டை, ஒட்டன்சத்திரம், திண்டுக்கல். (2) க.ரமேஷ், சாலைப்புதூர் ஆதி குடியிருப்பு, லெக்கையன்கோட்டை, ஒட்டன்சத்திரம், திண்டுக்கல். (3) ஆ.பிரகாஷ், சாலைப்புதூர் ஆதி குடியிருப்பு, லெக்கையன்கோட்டை, ஒட்டன்சத்திரம், திண்டுக்கல்.: [268, 1121, 483, 1186]
booth-number: பாகம் – 307: [716, 1247, 760, 1257]
branch-heading: கரட்டூர் கிளை: [716, 1361, 930, 1379]
organizer-text: அமைப்பாளர் : த.அறிவழகன், முத்துநாயக்கன்பட்டி, புலியூர் நத்தம், ஒட்டன்சத்திரம், திண்டுக்கல்.: [716, 897, 930, 918]
booth-agent: : ப.மணிகண்டன், கேதையுறும்பு, ஒட்டன் சத்திரம், திண்டுக்கல்.: [764, 223, 904, 244]
deputy-organizers-text: துணை அமைப்பாளர்கள் : (1) ரா.மோகன், புலியூர்நத்தம் ஆதி குடியிருப்பு, ஒட்டன்சத்திரம், திண்டுக்கல். (2) மு.நாகுமுருகன், புலியூர்நத்தம் ஆதி குடியிருப்பு, ஒட்டன்சத்திரம், திண்டுக்கல். (3) சி.கிரி, புலியூர்நத்தம் ஆதி குடியிருப்பு, ஒட்டன்சத்திரம், திண்டுக்கல்.: [716, 514, 930, 568]
column-divider: [262, 80, 263, 1460]
booth-number: பாகம் – 303: [716, 198, 760, 208]
organizer-text: அமைப்பாளர் : பொ.சுரேஷ், பழைய காளாஞ்சிப்பட்டி, ஒட்டன் சத்திரம், திண்டுக்கல்.: [492, 353, 706, 374]
booth-row: [492, 160, 706, 182]
dateline: [732, 39, 938, 62]
booth-number: பாகம் – 283: [44, 1140, 88, 1150]
panchayat-banner: புளியமரத்துக்கோட்டை ஊராட்சி: [759, 1324, 887, 1354]
booth-number: பாகம் – 301: [716, 149, 760, 159]
booth-number: பாகம் – 297: [492, 626, 536, 636]
booth-row: [268, 671, 482, 693]
branch-heading: பாவாபூர் கிளை: [492, 526, 706, 544]
booth-agent: : ரா.சுரேஷ்குமார், முத்துநாயக்கன்பட்டி, புலியூர்நத்தம், ஒட்டன்சத்திரம், திண்டுக்கல்.: [764, 1222, 910, 1243]
booth-row: [716, 199, 930, 221]
deputy-organizers-text: துணை அமைப்பாளர்கள் : (1) க.மூவரிந்ராஜ், பி.என். கல்லுப்பட்டி, புலியூர்நத்தம், ஒட்டன்சத்திரம், திண்டுக்கல். (2) பூ.அரவிந்த், பி.என்.கல்லுப்பட்டி, புலியூர்நத்தம், ஒட்டன் சத்திரம், திண்டுக்கல்.: [716, 719, 930, 761]
booth-agent: : ஆவினோத்கண்ணன், தேவச்சின்னாம்பட்டி, கேதையுறும்பு, ஒட்டன்சத்திரம், திண்டுக்கல்.: [764, 149, 917, 169]
branch-heading: பழையபட்டி கிளை: [492, 1135, 706, 1153]
organizer-text: அமைப்பாளர் : ஆ.பாலமுருகன், புலியூர்நத்தம் ஆதி குடியிருப்பு, ஒட்டன்சத்திரம், திண்டுக்கல்.: [716, 489, 930, 510]
booth-agents-heading: பாக அமைப்பாளர்கள் :: [556, 120, 642, 130]
booth-agent: : த.கார்த்திகேயன், 33/2, அத்திக்கோம்பை, ஒட்டன்சத்திரம், திண்டுக்கல்.: [316, 646, 462, 667]
booth-number: பாகம் – 304: [716, 223, 760, 233]
